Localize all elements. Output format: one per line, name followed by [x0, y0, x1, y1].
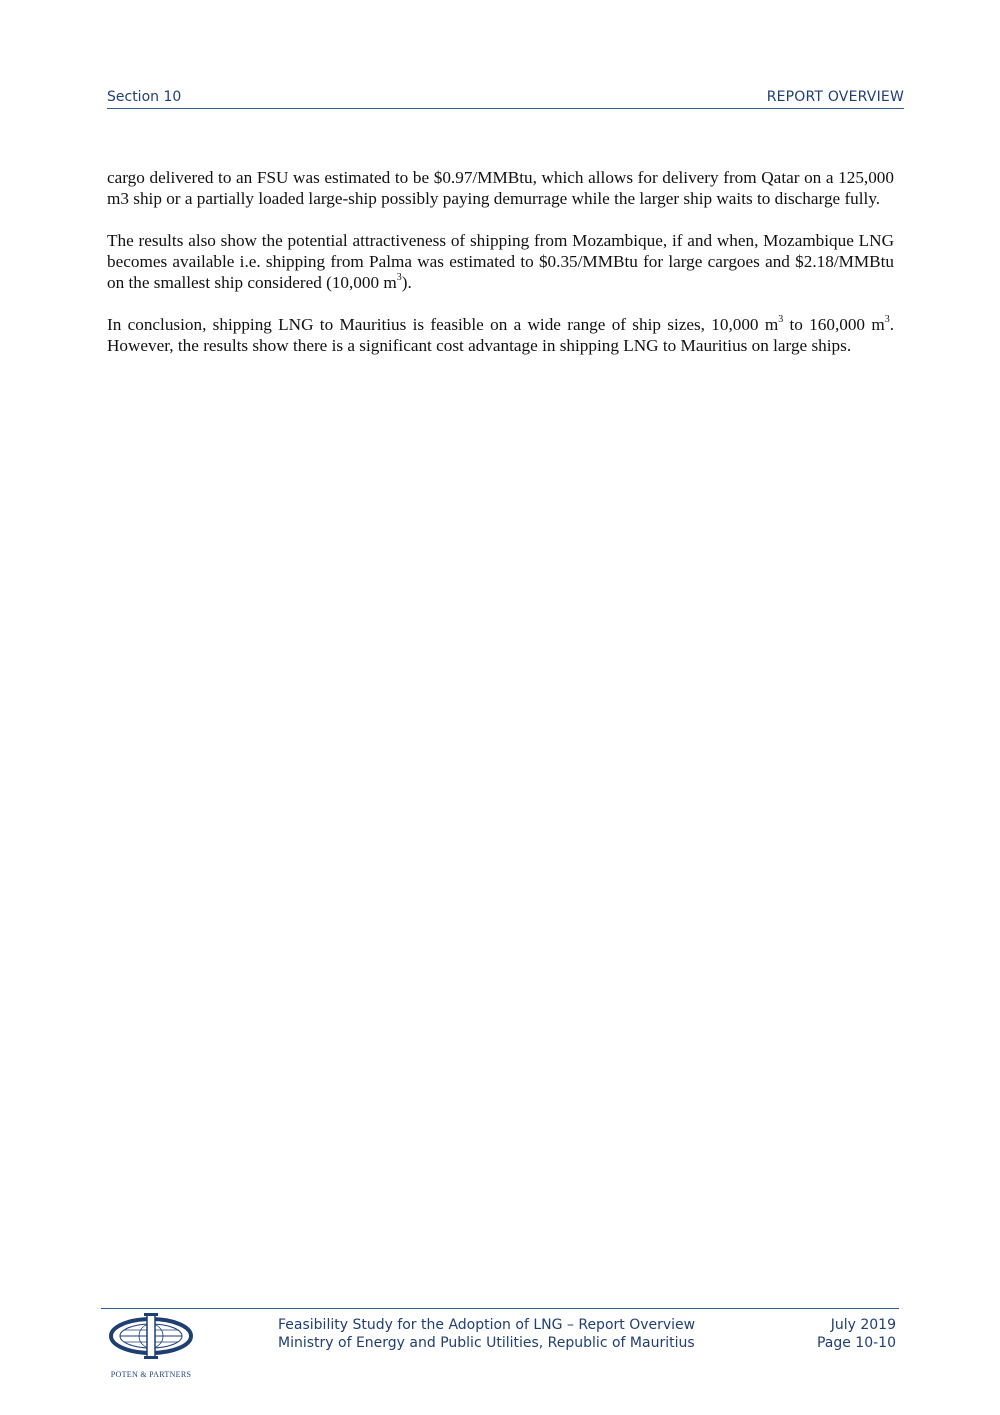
report-title: Feasibility Study for the Adoption of LNG – Report Overview — [278, 1317, 696, 1333]
footer-row-2 — [278, 1334, 896, 1352]
footer-divider — [101, 1308, 899, 1309]
ministry-name: Ministry of Energy and Public Utilities, Republic of Mauritius — [278, 1335, 695, 1351]
paragraph-1: cargo delivered to an FSU was estimated to be $0.97/MMBtu, which allows for delivery from Qatar on a 125,000 m3 ship or a partially loaded large-ship possibly paying demurrage while the larger ship waits to discharge fully. — [107, 168, 894, 208]
paragraph-2: The results also show the potential attractiveness of shipping from Mozambique, if and when, Mozambique LNG becomes available i.e. shipping from Palma was estimated to $0.35/MMBtu for large cargoes and $2.18/MMBtu on the smallest ship considered (10,000 $m^3$). — [107, 231, 894, 292]
logo-caption: POTEN & PARTNERS — [110, 1370, 192, 1379]
footer-row-1 — [278, 1316, 896, 1334]
page-footer — [278, 1316, 896, 1352]
body-text — [107, 167, 894, 377]
report-date: July 2019 — [830, 1317, 896, 1333]
page-number: Page 10-10 — [816, 1335, 896, 1351]
header-title: REPORT OVERVIEW — [766, 89, 904, 105]
paragraph-3: In conclusion, shipping LNG to Mauritius is feasible on a wide range of ship sizes, 10,000 $m^3$ to 160,000 $m^3$. However, the results show there is a significant cost advantage in shipping LNG to Mauritius on large ships. — [107, 314, 894, 355]
section-label: Section 10 — [107, 89, 182, 105]
page-header — [107, 88, 904, 109]
